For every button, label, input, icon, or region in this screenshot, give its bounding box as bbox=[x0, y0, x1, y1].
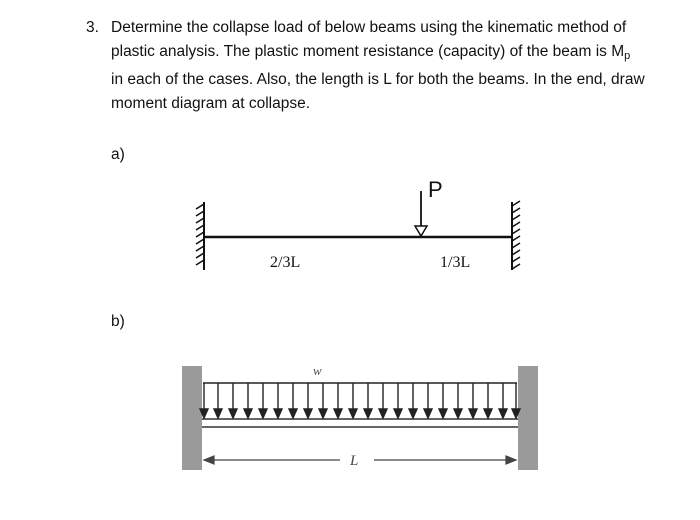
subscript-p: p bbox=[624, 50, 631, 62]
distributed-load bbox=[200, 383, 520, 418]
problem-number: 3. bbox=[86, 19, 99, 36]
load-w-label: w bbox=[313, 363, 322, 378]
point-load-arrow bbox=[415, 191, 427, 236]
part-b-label: b) bbox=[111, 313, 125, 330]
load-p-label: P bbox=[428, 177, 443, 202]
right-fixed-support-a bbox=[512, 201, 520, 270]
length-l-label: L bbox=[350, 453, 359, 469]
right-wall-b bbox=[518, 366, 538, 470]
left-fixed-support-a bbox=[196, 202, 204, 270]
problem-text-part1: Determine the collapse load of below beams using the kinematic method of plastic analysis. The plastic moment resistance (capacity) of the beam is M bbox=[111, 19, 627, 60]
length-dimension bbox=[204, 456, 516, 464]
left-wall-b bbox=[182, 366, 202, 470]
problem-text-part2: in each of the cases. Also, the length is L for both the beams. In the end, draw moment diagram at collapse. bbox=[111, 71, 645, 112]
part-a-label: a) bbox=[111, 146, 125, 163]
span-left-label: 2/3L bbox=[270, 254, 301, 271]
beam-b bbox=[202, 419, 518, 427]
span-right-label: 1/3L bbox=[440, 254, 471, 271]
